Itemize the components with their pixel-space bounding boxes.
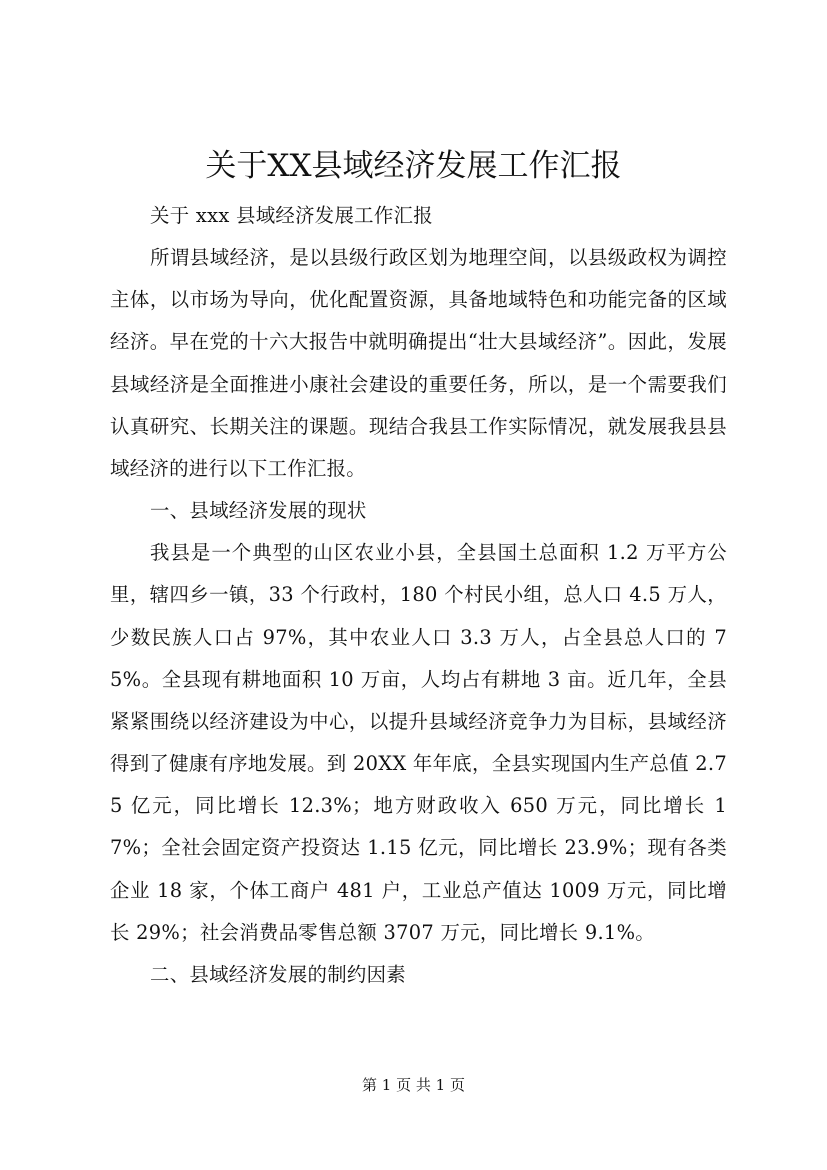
document-body bbox=[110, 195, 727, 996]
page-footer: 第 1 页 共 1 页 bbox=[362, 1076, 465, 1094]
document-title: 关于XX县域经济发展工作汇报 bbox=[205, 148, 622, 184]
section-heading-status: 一、县域经济发展的现状 bbox=[150, 499, 367, 523]
status-paragraph: 我县是一个典型的山区农业小县，全县国土总面积 1.2 万平方公里，辖四乡一镇，33 个行政村，180 个村民小组，总人口 4.5 万人，少数民族人口占 97%，其中农业人口 3.3 万人，占全县总人口的 75%。全县现有耕地面积 10 万亩，人均占有耕地 3 亩。近几年，全县紧紧围绕以经济建设为中心，以提升县域经济竞争力为目标，县域经济得到了健康有序地发展。到 20XX 年年底，全县实现国内生产总值 2.75 亿元，同比增长 12.3%；地方财政收入 650 万元，同比增长 17%；全社会固定资产投资达 1.15 亿元，同比增长 23.9%；现有各类企业 18 家，个体工商户 481 户，工业总产值达 1009 万元，同比增长 29%；社会消费品零售总额 3707 万元，同比增长 9.1%。 bbox=[110, 541, 727, 944]
intro-paragraph: 所谓县域经济，是以县级行政区划为地理空间，以县级政权为调控主体，以市场为导向，优化配置资源，具备地域特色和功能完备的区域经济。早在党的十六大报告中就明确提出“壮大县域经济”。因此，发展县域经济是全面推进小康社会建设的重要任务，所以，是一个需要我们认真研究、长期关注的课题。现结合我县工作实际情况，就发展我县县域经济的进行以下工作汇报。 bbox=[110, 246, 727, 480]
subtitle-paragraph: 关于 xxx 县域经济发展工作汇报 bbox=[150, 204, 433, 227]
section-heading-constraints: 二、县域经济发展的制约因素 bbox=[150, 962, 406, 986]
